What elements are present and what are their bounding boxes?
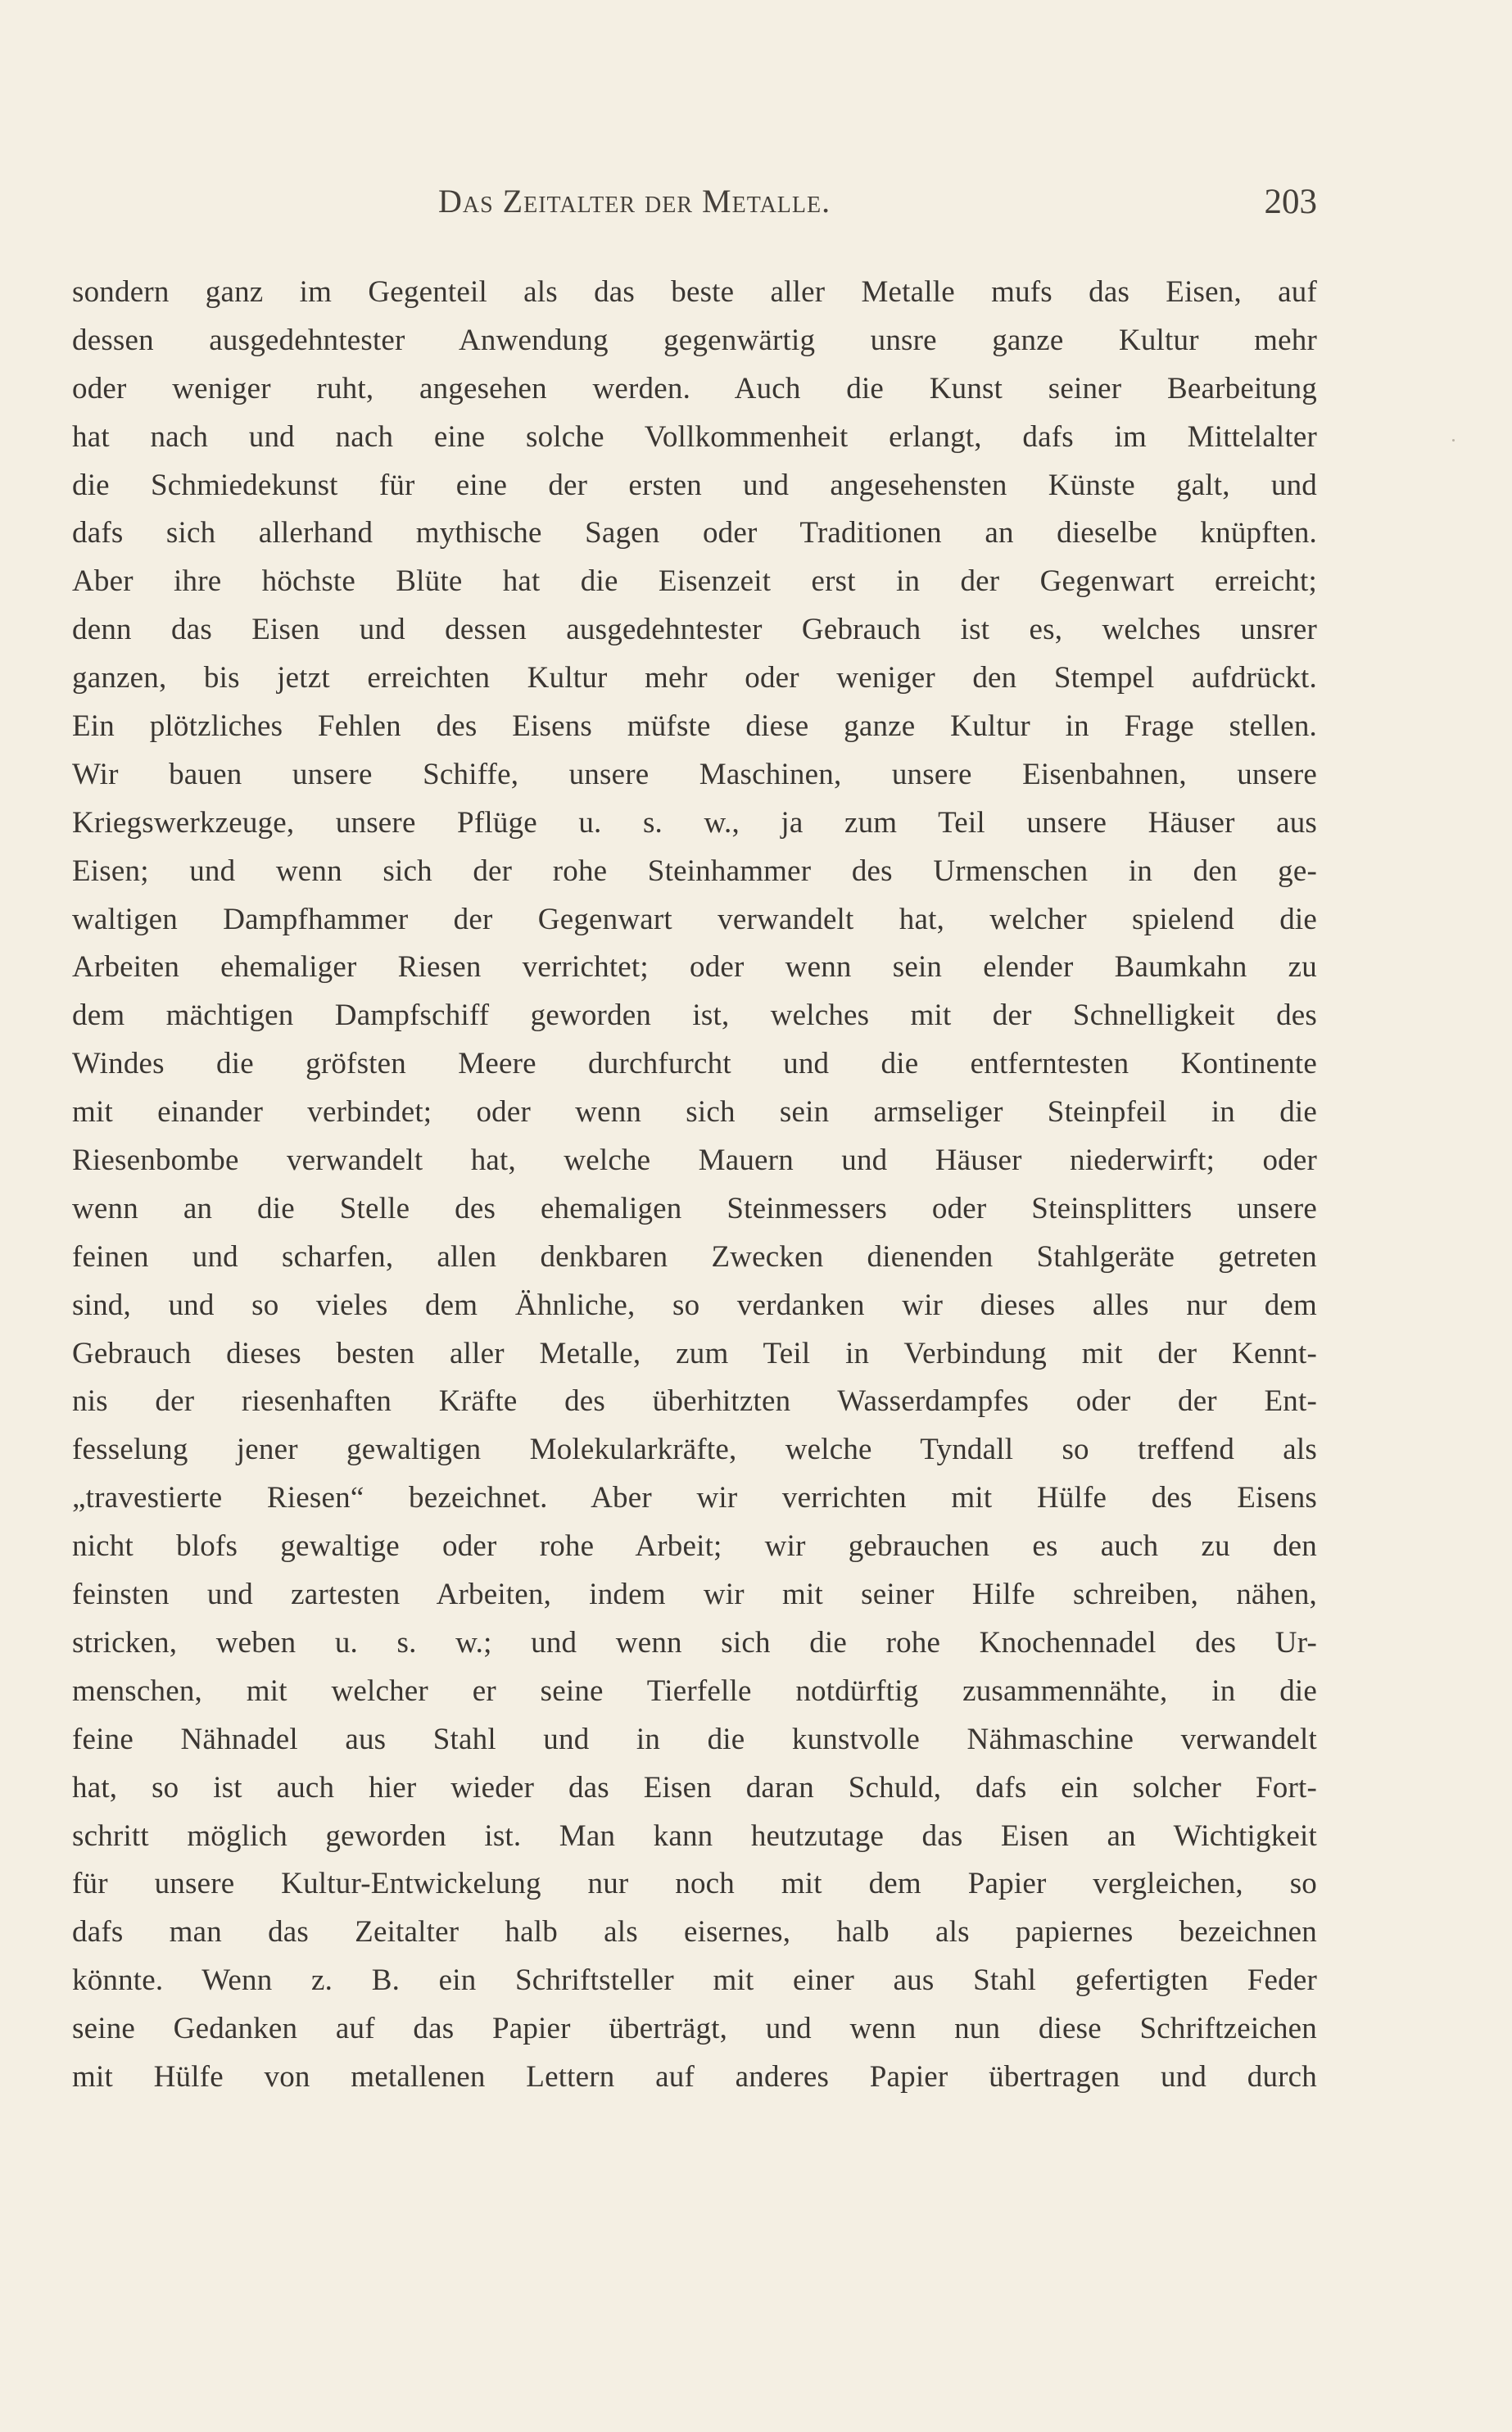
page-number: 203	[1264, 183, 1317, 221]
text-line: hat nach und nach eine solche Vollkommenheit erlangt, dafs im Mittelalter	[72, 419, 1317, 454]
text-line: ganzen, bis jetzt erreichten Kultur mehr oder weniger den Stempel aufdrückt.	[72, 661, 1317, 695]
text-line: Eisen; und wenn sich der rohe Steinhammer des Urmenschen in den ge-	[72, 854, 1317, 888]
text-line: denn das Eisen und dessen ausgedehntester Gebrauch ist es, welches unsrer	[72, 613, 1317, 647]
text-line: sondern ganz im Gegenteil als das beste aller Metalle mufs das Eisen, auf	[72, 275, 1317, 309]
text-line: dem mächtigen Dampfschiff geworden ist, welches mit der Schnelligkeit des	[72, 999, 1317, 1033]
running-title: Das Zeitalter der Metalle.	[438, 183, 831, 220]
text-line: könnte. Wenn z. B. ein Schriftsteller mit einer aus Stahl gefertigten Feder	[72, 1963, 1317, 1998]
body-text	[72, 269, 1317, 2102]
text-line: Kriegswerkzeuge, unsere Pflüge u. s. w., ja zum Teil unsere Häuser aus	[72, 805, 1317, 840]
text-line: feinen und scharfen, allen denkbaren Zwecken dienenden Stahlgeräte getreten	[72, 1239, 1317, 1274]
text-line: schritt möglich geworden ist. Man kann heutzutage das Eisen an Wichtigkeit	[72, 1818, 1317, 1853]
text-line: wenn an die Stelle des ehemaligen Steinmessers oder Steinsplitters unsere	[72, 1191, 1317, 1225]
text-line: feinsten und zartesten Arbeiten, indem wir mit seiner Hilfe schreiben, nähen,	[72, 1578, 1317, 1612]
text-line: Wir bauen unsere Schiffe, unsere Maschinen, unsere Eisenbahnen, unsere	[72, 757, 1317, 791]
text-line: die Schmiedekunst für eine der ersten und angesehensten Künste galt, und	[72, 468, 1317, 502]
text-line: nicht blofs gewaltige oder rohe Arbeit; wir gebrauchen es auch zu den	[72, 1529, 1317, 1564]
text-line: seine Gedanken auf das Papier überträgt, und wenn nun diese Schriftzeichen	[72, 2012, 1317, 2046]
text-line: fesselung jener gewaltigen Molekularkräfte, welche Tyndall so treffend als	[72, 1433, 1317, 1467]
text-line: hat, so ist auch hier wieder das Eisen daran Schuld, dafs ein solcher Fort-	[72, 1770, 1317, 1805]
text-line: nis der riesenhaften Kräfte des überhitzten Wasserdampfes oder der Ent-	[72, 1384, 1317, 1419]
text-line: für unsere Kultur-Entwickelung nur noch mit dem Papier vergleichen, so	[72, 1867, 1317, 1901]
text-line: Aber ihre höchste Blüte hat die Eisenzeit erst in der Gegenwart erreicht;	[72, 564, 1317, 599]
page-header	[72, 182, 1317, 239]
text-line: dafs man das Zeitalter halb als eisernes, halb als papiernes bezeichnen	[72, 1915, 1317, 1950]
text-line: oder weniger ruht, angesehen werden. Auch die Kunst seiner Bearbeitung	[72, 371, 1317, 405]
text-line: mit einander verbindet; oder wenn sich sein armseliger Steinpfeil in die	[72, 1095, 1317, 1130]
text-line: mit Hülfe von metallenen Lettern auf anderes Papier übertragen und durch	[72, 2059, 1317, 2094]
text-line: Gebrauch dieses besten aller Metalle, zum Teil in Verbindung mit der Kennt-	[72, 1336, 1317, 1370]
text-line: feine Nähnadel aus Stahl und in die kunstvolle Nähmaschine verwandelt	[72, 1722, 1317, 1756]
text-line: Ein plötzliches Fehlen des Eisens müfste diese ganze Kultur in Frage stellen.	[72, 709, 1317, 744]
text-line: sind, und so vieles dem Ähnliche, so verdanken wir dieses alles nur dem	[72, 1288, 1317, 1322]
text-line: Riesenbombe verwandelt hat, welche Mauern und Häuser niederwirft; oder	[72, 1144, 1317, 1178]
text-line: Arbeiten ehemaliger Riesen verrichtet; oder wenn sein elender Baumkahn zu	[72, 950, 1317, 985]
text-line: „travestierte Riesen“ bezeichnet. Aber wir verrichten mit Hülfe des Eisens	[72, 1481, 1317, 1515]
text-line: dessen ausgedehntester Anwendung gegenwärtig unsre ganze Kultur mehr	[72, 323, 1317, 357]
text-line: menschen, mit welcher er seine Tierfelle notdürftig zusammennähte, in die	[72, 1673, 1317, 1708]
text-line: waltigen Dampfhammer der Gegenwart verwandelt hat, welcher spielend die	[72, 902, 1317, 936]
text-line: Windes die gröfsten Meere durchfurcht und die entferntesten Kontinente	[72, 1047, 1317, 1081]
margin-speck	[1452, 439, 1455, 442]
text-line: dafs sich allerhand mythische Sagen oder Traditionen an dieselbe knüpften.	[72, 516, 1317, 550]
text-line: stricken, weben u. s. w.; und wenn sich die rohe Knochennadel des Ur-	[72, 1625, 1317, 1660]
